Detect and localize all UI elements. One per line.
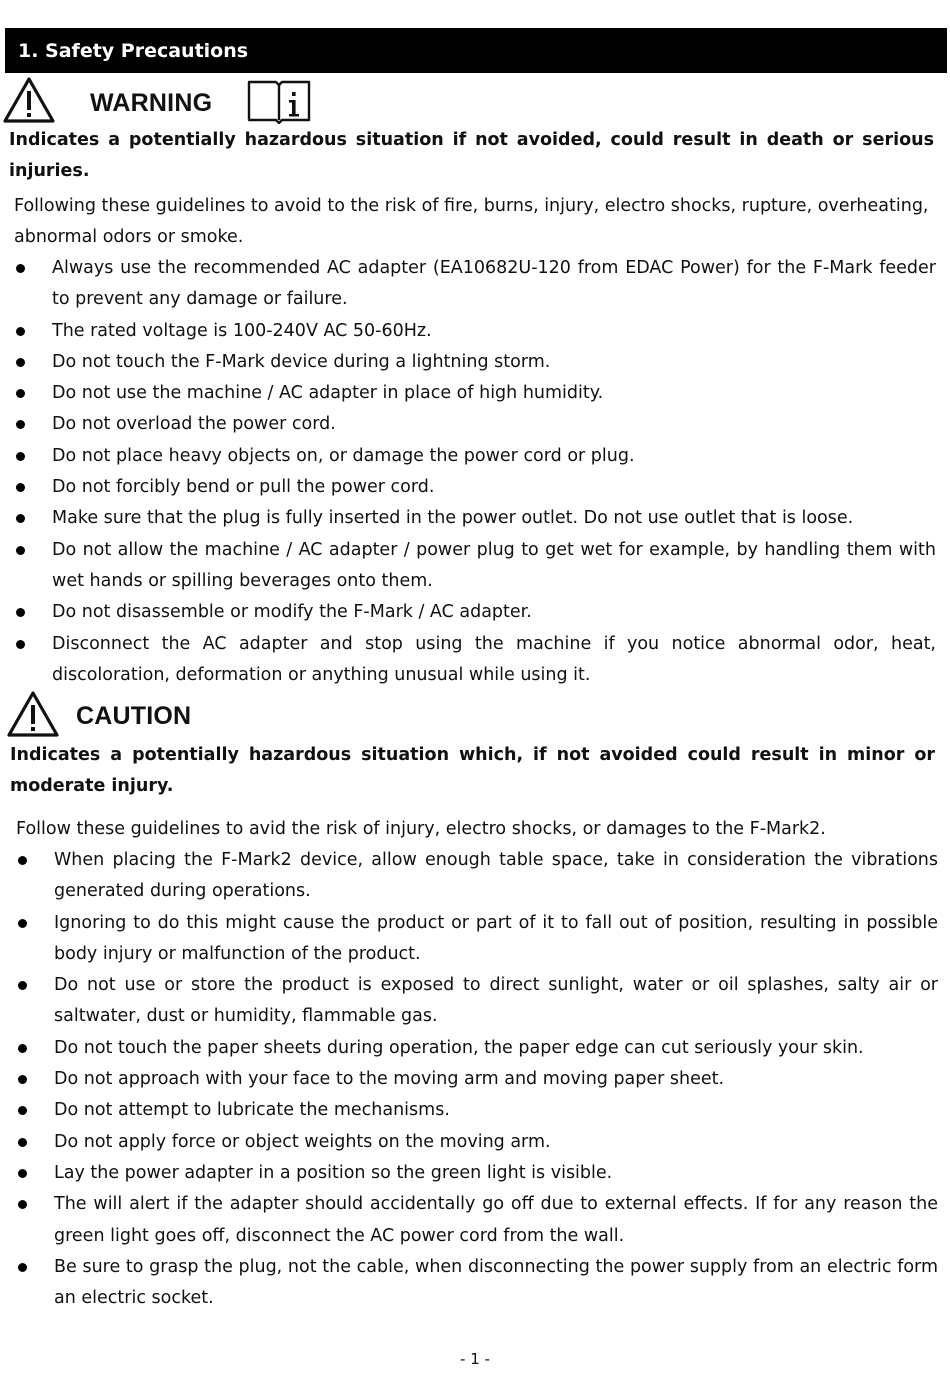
bullet-icon	[16, 483, 25, 492]
list-item: Do not place heavy objects on, or damage the power cord or plug.	[0, 441, 936, 472]
caution-list	[2, 845, 950, 1314]
section-title: 1. Safety Precautions	[18, 39, 249, 62]
list-item: Be sure to grasp the plug, not the cable, when disconnecting the power supply from an electric form an electric socket.	[2, 1252, 938, 1315]
list-item: Do not apply force or object weights on the moving arm.	[2, 1127, 938, 1158]
bullet-icon	[18, 1106, 27, 1115]
bullet-icon	[18, 1075, 27, 1084]
bullet-icon	[16, 389, 25, 398]
list-item: Do not forcibly bend or pull the power cord.	[0, 472, 936, 503]
list-item: Do not overload the power cord.	[0, 409, 936, 440]
bullet-icon	[18, 1200, 27, 1209]
bullet-icon	[18, 981, 27, 990]
list-item: Do not allow the machine / AC adapter / power plug to get wet for example, by handling them with wet hands or spilling beverages onto them.	[0, 535, 936, 598]
bullet-icon	[16, 514, 25, 523]
list-item: Do not use or store the product is exposed to direct sunlight, water or oil splashes, salty air or saltwater, dust or humidity, flammable gas.	[2, 970, 938, 1033]
warning-definition: Indicates a potentially hazardous situation if not avoided, could result in death or serious injuries.	[9, 130, 934, 181]
list-item: Do not disassemble or modify the F-Mark / AC adapter.	[0, 597, 936, 628]
caution-intro: Follow these guidelines to avid the risk of injury, electro shocks, or damages to the F-Mark2.	[16, 819, 826, 839]
list-item: The will alert if the adapter should accidentally go off due to external effects. If for any reason the green light goes off, disconnect the AC power cord from the wall.	[2, 1189, 938, 1252]
warning-heading	[2, 76, 312, 124]
warning-triangle-icon	[2, 76, 56, 124]
bullet-icon	[16, 420, 25, 429]
list-item: Disconnect the AC adapter and stop using the machine if you notice abnormal odor, heat, discoloration, deformation or anything unusual while using it.	[0, 629, 936, 692]
warning-label: WARNING	[90, 88, 213, 117]
warning-list	[0, 253, 950, 691]
section-title-bar	[5, 28, 947, 73]
list-item: Always use the recommended AC adapter (EA10682U-120 from EDAC Power) for the F-Mark feeder to prevent any damage or failure.	[0, 253, 936, 316]
bullet-icon	[16, 608, 25, 617]
bullet-icon	[16, 640, 25, 649]
manual-info-icon	[246, 76, 312, 124]
bullet-icon	[16, 452, 25, 461]
bullet-icon	[18, 1169, 27, 1178]
bullet-icon	[16, 358, 25, 367]
bullet-icon	[16, 327, 25, 336]
warning-intro: Following these guidelines to avoid to the risk of fire, burns, injury, electro shocks, rupture, overheating, abnormal odors or smoke.	[14, 196, 929, 247]
bullet-icon	[18, 1044, 27, 1053]
list-item: Do not approach with your face to the moving arm and moving paper sheet.	[2, 1064, 938, 1095]
list-item: Do not touch the F-Mark device during a lightning storm.	[0, 347, 936, 378]
bullet-icon	[16, 264, 25, 273]
caution-triangle-icon	[6, 690, 60, 738]
list-item: When placing the F-Mark2 device, allow enough table space, take in consideration the vibrations generated during operations.	[2, 845, 938, 908]
list-item: Ignoring to do this might cause the product or part of it to fall out of position, resulting in possible body injury or malfunction of the product.	[2, 908, 938, 971]
page-number: - 1 -	[460, 1350, 490, 1368]
list-item: Make sure that the plug is fully inserted in the power outlet. Do not use outlet that is loose.	[0, 503, 936, 534]
bullet-icon	[18, 856, 27, 865]
bullet-icon	[18, 1263, 27, 1272]
list-item: Lay the power adapter in a position so the green light is visible.	[2, 1158, 938, 1189]
caution-heading	[6, 690, 191, 738]
list-item: Do not use the machine / AC adapter in place of high humidity.	[0, 378, 936, 409]
bullet-icon	[18, 919, 27, 928]
caution-definition: Indicates a potentially hazardous situation which, if not avoided could result in minor or moderate injury.	[10, 745, 935, 796]
list-item: Do not attempt to lubricate the mechanisms.	[2, 1095, 938, 1126]
bullet-icon	[18, 1138, 27, 1147]
list-item: Do not touch the paper sheets during operation, the paper edge can cut seriously your skin.	[2, 1033, 938, 1064]
bullet-icon	[16, 546, 25, 555]
list-item: The rated voltage is 100-240V AC 50-60Hz.	[0, 316, 936, 347]
caution-label: CAUTION	[76, 701, 192, 730]
